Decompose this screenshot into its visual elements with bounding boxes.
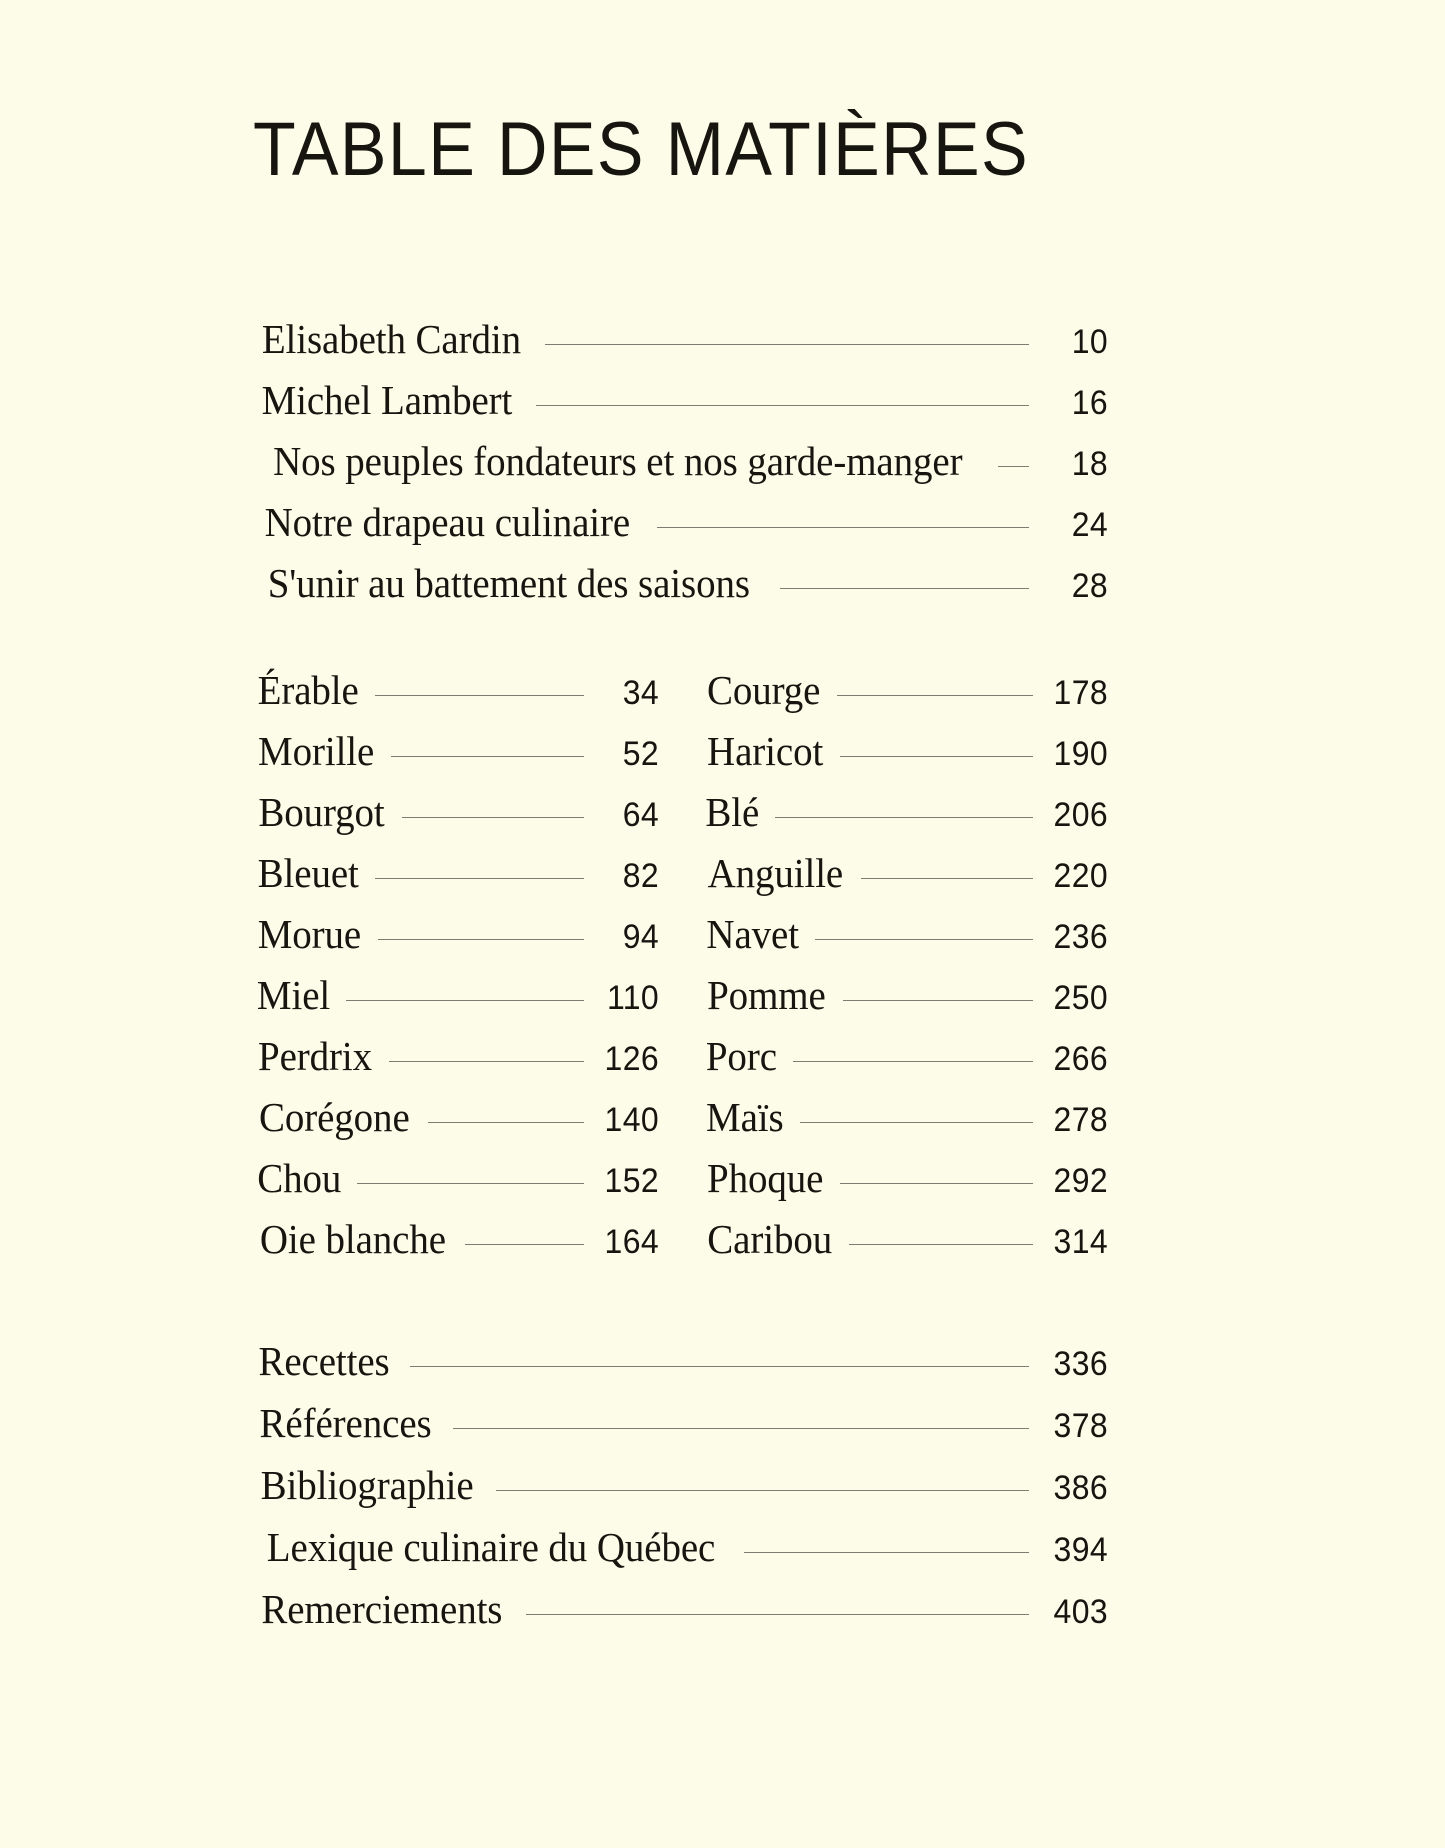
toc-entry[interactable] (704, 1033, 1110, 1079)
toc-entry-label: Michel Lambert (261, 377, 513, 423)
toc-entry-page-number: 164 (604, 1223, 660, 1261)
toc-entry-page-number: 10 (1071, 323, 1109, 361)
toc-section-intro (255, 316, 1110, 606)
toc-entry-page-number: 140 (604, 1101, 660, 1139)
toc-entry[interactable] (704, 1155, 1110, 1201)
toc-entry-label: Courge (706, 667, 821, 713)
toc-leader-rule (465, 1244, 584, 1245)
toc-leader-rule (346, 1000, 584, 1001)
toc-leader-rule (815, 939, 1033, 940)
toc-entry[interactable] (255, 1094, 661, 1140)
toc-entry-label: Perdrix (258, 1033, 372, 1079)
toc-entry-label: Oie blanche (259, 1216, 446, 1262)
page-title: TABLE DES MATIÈRES (253, 107, 1030, 192)
toc-entry[interactable] (704, 1094, 1110, 1140)
toc-entry-page-number: 24 (1071, 506, 1109, 544)
toc-entry[interactable] (255, 972, 661, 1018)
toc-entry-page-number: 82 (622, 857, 660, 895)
toc-leader-rule (526, 1614, 1029, 1615)
toc-entry[interactable] (704, 667, 1110, 713)
toc-leader-rule (840, 756, 1033, 757)
toc-entry[interactable] (255, 316, 1110, 362)
toc-entry[interactable] (255, 1033, 661, 1079)
toc-leader-rule (780, 588, 1029, 589)
toc-entry-label: Caribou (707, 1216, 833, 1262)
toc-leader-rule (402, 817, 584, 818)
toc-leader-rule (375, 695, 584, 696)
toc-entry-page-number: 250 (1053, 979, 1109, 1017)
toc-leader-rule (375, 878, 584, 879)
toc-column-left (255, 667, 661, 1262)
toc-leader-rule (496, 1490, 1029, 1491)
toc-entry-label: Morue (257, 911, 362, 957)
toc-leader-rule (744, 1552, 1029, 1553)
toc-entry[interactable] (255, 1586, 1110, 1632)
toc-entry[interactable] (704, 728, 1110, 774)
toc-section-back-matter (255, 1338, 1110, 1632)
toc-entry[interactable] (255, 850, 661, 896)
toc-entry-page-number: 403 (1053, 1593, 1109, 1631)
toc-entry-label: Maïs (706, 1094, 784, 1140)
toc-leader-rule (357, 1183, 584, 1184)
toc-entry-label: Blé (705, 789, 760, 835)
toc-entry-page-number: 18 (1071, 445, 1109, 483)
toc-entry-label: Elisabeth Cardin (261, 316, 521, 362)
toc-entry[interactable] (255, 1524, 1110, 1570)
toc-entry-label: Haricot (707, 728, 824, 774)
toc-leader-rule (389, 1061, 584, 1062)
toc-entry-page-number: 126 (604, 1040, 660, 1078)
toc-entry[interactable] (255, 560, 1110, 606)
toc-entry[interactable] (704, 850, 1110, 896)
toc-leader-rule (378, 939, 584, 940)
toc-entry[interactable] (704, 911, 1110, 957)
toc-column-right (704, 667, 1110, 1262)
toc-entry-label: Notre drapeau culinaire (264, 499, 631, 545)
toc-leader-rule (800, 1122, 1033, 1123)
toc-entry-label: Anguille (707, 850, 844, 896)
toc-entry-page-number: 206 (1053, 796, 1109, 834)
toc-entry[interactable] (255, 377, 1110, 423)
toc-entry-label: Morille (258, 728, 375, 774)
toc-leader-rule (843, 1000, 1033, 1001)
toc-leader-rule (391, 756, 584, 757)
toc-leader-rule (775, 817, 1033, 818)
toc-entry[interactable] (255, 1216, 661, 1262)
toc-entry-label: Bleuet (257, 850, 359, 896)
toc-entry-label: Phoque (707, 1155, 824, 1201)
toc-entry-page-number: 178 (1053, 674, 1109, 712)
toc-entry[interactable] (255, 789, 661, 835)
toc-entry-page-number: 16 (1071, 384, 1109, 422)
toc-leader-rule (536, 405, 1029, 406)
toc-section-ingredients (255, 667, 1110, 1262)
toc-entry[interactable] (255, 1400, 1110, 1446)
toc-entry-page-number: 64 (622, 796, 660, 834)
toc-entry-page-number: 236 (1053, 918, 1109, 956)
toc-entry-page-number: 266 (1053, 1040, 1109, 1078)
toc-leader-rule (837, 695, 1033, 696)
toc-entry-page-number: 52 (622, 735, 660, 773)
toc-entry[interactable] (704, 789, 1110, 835)
toc-entry-label: Érable (257, 667, 359, 713)
toc-entry-page-number: 34 (622, 674, 660, 712)
toc-entry-page-number: 278 (1053, 1101, 1109, 1139)
toc-entry-page-number: 152 (604, 1162, 660, 1200)
toc-leader-rule (861, 878, 1033, 879)
toc-entry-label: Porc (705, 1033, 777, 1079)
toc-entry[interactable] (255, 499, 1110, 545)
toc-leader-rule (428, 1122, 584, 1123)
toc-entry-page-number: 220 (1053, 857, 1109, 895)
toc-entry[interactable] (255, 728, 661, 774)
toc-leader-rule (793, 1061, 1033, 1062)
toc-entry-label: Références (259, 1400, 432, 1446)
toc-leader-rule (849, 1244, 1033, 1245)
toc-entry-page-number: 292 (1053, 1162, 1109, 1200)
toc-entry-page-number: 314 (1053, 1223, 1109, 1261)
toc-entry-label: Corégone (258, 1094, 410, 1140)
toc-entry-label: Bibliographie (260, 1462, 474, 1508)
toc-entry-label: Navet (706, 911, 799, 957)
toc-entry-page-number: 386 (1053, 1469, 1109, 1507)
toc-entry-label: Chou (257, 1155, 342, 1201)
toc-entry[interactable] (255, 911, 661, 957)
toc-entry-page-number: 190 (1053, 735, 1109, 773)
toc-leader-rule (998, 466, 1029, 467)
toc-entry-label: Recettes (258, 1338, 390, 1384)
toc-entry-label: Bourgot (258, 789, 385, 835)
toc-entry-label: Remerciements (261, 1586, 503, 1632)
toc-entry[interactable] (255, 1155, 661, 1201)
toc-entry[interactable] (255, 667, 661, 713)
toc-entry[interactable] (255, 1338, 1110, 1384)
toc-leader-rule (840, 1183, 1033, 1184)
toc-entry-label: Nos peuples fondateurs et nos garde-manger (273, 438, 963, 484)
toc-entry-page-number: 378 (1053, 1407, 1109, 1445)
toc-leader-rule (410, 1366, 1029, 1367)
toc-entry[interactable] (704, 1216, 1110, 1262)
toc-entry[interactable] (255, 438, 1110, 484)
toc-leader-rule (453, 1428, 1029, 1429)
toc-entry[interactable] (255, 1462, 1110, 1508)
toc-entry-label: Miel (256, 972, 331, 1018)
toc-entry-page-number: 394 (1053, 1531, 1109, 1569)
toc-leader-rule (657, 527, 1029, 528)
toc-entry-page-number: 94 (622, 918, 660, 956)
toc-entry-page-number: 28 (1071, 567, 1109, 605)
toc-entry[interactable] (704, 972, 1110, 1018)
toc-entry-page-number: 110 (606, 979, 660, 1017)
toc-entry-label: Pomme (707, 972, 826, 1018)
toc-leader-rule (545, 344, 1029, 345)
toc-entry-page-number: 336 (1053, 1345, 1109, 1383)
toc-entry-label: S'unir au battement des saisons (267, 560, 750, 606)
toc-entry-label: Lexique culinaire du Québec (266, 1524, 716, 1570)
